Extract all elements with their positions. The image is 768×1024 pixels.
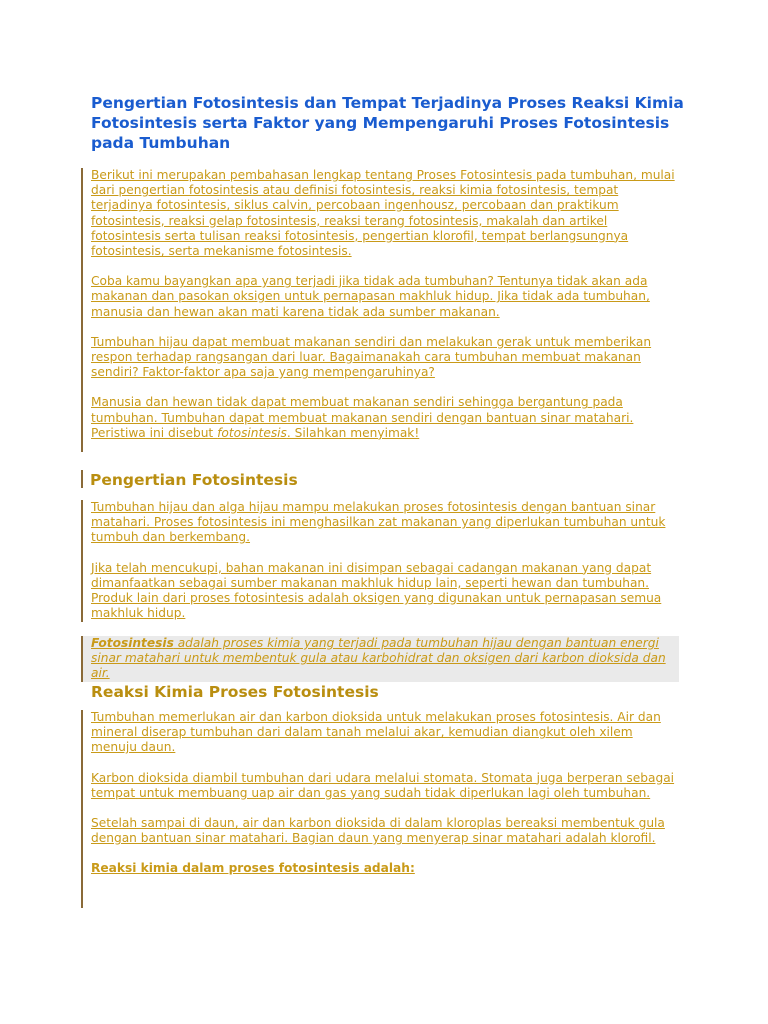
section2-heading-text: Reaksi Kimia Proses Fotosintesis bbox=[91, 683, 379, 701]
intro-paragraph-4-end: . Silahkan menyimak! bbox=[286, 425, 420, 440]
section2-paragraph-3[interactable]: Setelah sampai di daun, air dan karbon dioksida di dalam kloroplas bereaksi membentuk gula dengan bantuan sinar matahari. Bagian daun yang menyerap sinar matahari adalah klorofil. bbox=[91, 816, 665, 846]
section2-heading bbox=[91, 682, 379, 702]
section1-heading bbox=[81, 470, 298, 490]
section2-reaction-heading[interactable]: Reaksi kimia dalam proses fotosintesis adalah: bbox=[91, 861, 415, 876]
section1-heading-text: Pengertian Fotosintesis bbox=[90, 471, 298, 489]
intro-block bbox=[81, 168, 677, 441]
definition-text[interactable] bbox=[91, 636, 679, 682]
section1-paragraph-2[interactable]: Jika telah mencukupi, bahan makanan ini disimpan sebagai cadangan makanan yang dapat dimanfaatkan sebagai sumber makanan makhluk hidup lain, seperti hewan dan tumbuhan. Produk lain dari proses fotosintesis adalah oksigen yang digunakan untuk pernapasan semua makhluk hidup. bbox=[91, 560, 662, 621]
section1-paragraph-1[interactable]: Tumbuhan hijau dan alga hijau mampu melakukan proses fotosintesis dengan bantuan sinar matahari. Proses fotosintesis ini menghasilkan zat makanan yang diperlukan tumbuhan untuk tumbuh dan berkembang. bbox=[91, 500, 666, 545]
section2-block bbox=[81, 710, 679, 908]
intro-paragraph-1[interactable]: Berikut ini merupakan pembahasan lengkap tentang Proses Fotosintesis pada tumbuhan, mulai dari pengertian fotosintesis atau definisi fotosintesis, reaksi kimia fotosintesis, tempat terjadinya fotosintesis, siklus calvin, percobaan ingenhousz, percobaan dan praktikum fotosintesis, reaksi gelap fotosintesis, reaksi terang fotosintesis, makalah dan artikel fotosintesis serta tulisan reaksi fotosintesis, pengertian klorofil, tempat berlangsungnya fotosintesis, serta mekanisme fotosintesis. bbox=[91, 168, 675, 259]
definition-body: adalah proses kimia yang terjadi pada tumbuhan hijau dengan bantuan energi sinar matahari untuk membentuk gula atau karbohidrat dan oksigen dari karbon dioksida dan air. bbox=[91, 636, 666, 681]
page-title: Pengertian Fotosintesis dan Tempat Terjadinya Proses Reaksi Kimia Fotosintesis serta Faktor yang Mempengaruhi Proses Fotosintesis pada Tumbuhan bbox=[91, 94, 684, 152]
intro-paragraph-3[interactable]: Tumbuhan hijau dapat membuat makanan sendiri dan melakukan gerak untuk memberikan respon terhadap rangsangan dari luar. Bagaimanakah cara tumbuhan membuat makanan sendiri? Faktor-faktor apa saja yang mempengaruhinya? bbox=[91, 334, 652, 380]
intro-block-bar-extension bbox=[81, 430, 83, 452]
intro-paragraph-4-start: Manusia dan hewan tidak dapat membuat makanan sendiri sehingga bergantung pada tumbuhan. Tumbuhan dapat membuat makanan sendiri dengan bantuan sinar matahari. Peristiwa ini disebut bbox=[91, 395, 634, 440]
intro-paragraph-4[interactable] bbox=[91, 395, 677, 441]
section2-paragraph-1[interactable]: Tumbuhan memerlukan air dan karbon dioksida untuk melakukan proses fotosintesis. Air dan mineral diserap tumbuhan dari dalam tanah melalui akar, kemudian diangkut oleh xilem menuju daun. bbox=[91, 710, 661, 755]
definition-term: Fotosintesis bbox=[91, 636, 174, 650]
definition-box bbox=[81, 636, 679, 682]
intro-paragraph-2[interactable]: Coba kamu bayangkan apa yang terjadi jika tidak ada tumbuhan? Tentunya tidak akan ada makanan dan pasokan oksigen untuk pernapasan makhluk hidup. Jika tidak ada tumbuhan, manusia dan hewan akan mati karena tidak ada sumber makanan. bbox=[91, 274, 650, 319]
intro-paragraph-4-italic: fotosintesis bbox=[217, 425, 287, 440]
section2-paragraph-2[interactable]: Karbon dioksida diambil tumbuhan dari udara melalui stomata. Stomata juga berperan sebagai tempat untuk membuang uap air dan gas yang sudah tidak diperlukan lagi oleh tumbuhan. bbox=[91, 770, 675, 800]
section1-block bbox=[81, 500, 681, 622]
